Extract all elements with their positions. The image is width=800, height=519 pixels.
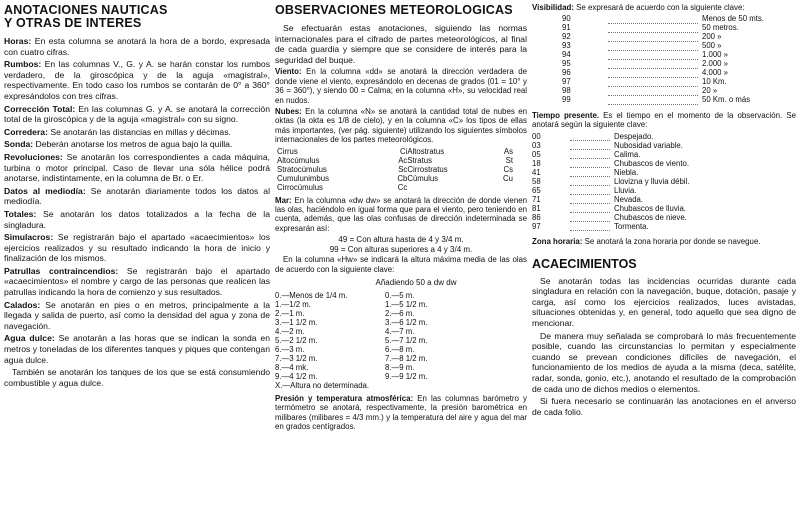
- meteo-intro: Se efectuarán estas anotaciones, siguiendo las normas internacionales para el cifrado de partes meteorológicos, al final de cada guardia y siempre que se considere de interés para la seguridad del buque.: [275, 23, 527, 65]
- leader-dots: [608, 32, 698, 41]
- visibility-row: [562, 14, 764, 23]
- visibility-code: 92: [562, 32, 571, 42]
- column-nautical-notes: [4, 0, 270, 390]
- nautical-para: [4, 209, 270, 230]
- section-title-events: ACAECIMIENTOS: [532, 256, 637, 271]
- para-text: Se registrarán bajo el apartado «acaecimientos» el nombre y cargo de las personas que realicen las patrullas indicando la hora de comienzo y sus resultados.: [4, 265, 271, 298]
- visibility-row: [562, 50, 764, 59]
- visibility-value: 4.000 »: [702, 68, 729, 78]
- cloud-cell: Ci: [399, 146, 408, 156]
- wave-cell: 0.—5 m.: [385, 291, 415, 301]
- para-key: Corrección Total:: [4, 103, 76, 114]
- column-meteorological: [275, 0, 527, 434]
- cloud-cell: Cu: [503, 173, 513, 183]
- leader-dots: [608, 86, 698, 95]
- leader-dots: [608, 77, 698, 86]
- visibility-value: 50 Km. o más: [702, 95, 751, 105]
- cloud-cell: Cs: [503, 164, 513, 174]
- events-para-3: Si fuera necesario se continuarán las anotaciones en el anverso de cada folio.: [532, 396, 796, 417]
- leader-dots: [570, 195, 610, 204]
- cloud-row: [277, 156, 513, 165]
- para-text: Se anotarán diariamente todos los datos al mediodía.: [4, 185, 270, 207]
- cloud-row: [277, 183, 513, 192]
- para-key: Totales:: [4, 208, 37, 219]
- sea-equation-99: 99 = Con alturas superiores a 4 y 3/4 m.: [329, 245, 473, 255]
- leader-dots: [570, 150, 610, 159]
- weather-code: 97: [532, 221, 541, 231]
- visibility-code: 96: [562, 68, 571, 78]
- cloud-row: [277, 147, 513, 156]
- cloud-cell: Ac: [398, 155, 408, 165]
- wave-row: [275, 336, 495, 345]
- para-key: Calados:: [4, 299, 41, 310]
- para-text: Se anotarán en pies o en metros, principalmente a la llegada y salida de puerto, así como la densidad del agua y zona de navegación.: [4, 299, 270, 331]
- nautical-para: [4, 152, 270, 184]
- wave-row: [275, 291, 495, 300]
- para-text: Se anotarán a las horas que se indican la sonda en metros y toneladas de los diferentes tanques y piques que contengan agua dulce.: [4, 333, 270, 365]
- visibility-row: [562, 68, 764, 77]
- leader-dots: [608, 14, 698, 23]
- visibility-value: 1.000 »: [702, 50, 729, 60]
- cloud-row: [277, 174, 513, 183]
- weather-desc: Despejado.: [614, 131, 654, 141]
- weather-row: [532, 168, 689, 177]
- sea-equation-49: 49 = Con altura hasta de 4 y 3/4 m.: [338, 235, 464, 245]
- visibility-code: 91: [562, 23, 571, 33]
- para-nubes: Nubes: En la columna «N» se anotará la cantidad total de nubes en oktas (la okta es 1/8 de cielo), y en la columna «C» los tipos de ellas más importantes, (ver pág. siguiente) utilizando los siguientes símbolos internacionales de los partes meteorológicos.: [275, 107, 527, 145]
- wave-cell: 4.—7 m.: [385, 327, 415, 337]
- weather-code: 03: [532, 140, 541, 150]
- para-key: Horas:: [4, 36, 32, 46]
- para-key: Revoluciones:: [4, 151, 63, 162]
- nautical-para: [4, 59, 270, 101]
- wave-cell: 0.—Menos de 1/4 m.: [275, 291, 348, 301]
- para-mar: Mar: En la columna «dw dw» se anotará la dirección de donde vienen las olas, haciéndolo en igual forma que para el viento, pero teniendo en cuenta, además, que las olas confusas de dirección indeterminada se expresarán así:: [275, 195, 527, 233]
- nautical-para: [4, 232, 270, 264]
- leader-dots: [570, 204, 610, 213]
- visibility-code: 90: [562, 14, 571, 24]
- visibility-value: 200 »: [702, 32, 722, 42]
- visibility-row: [562, 59, 764, 68]
- cloud-cell: Cúmulus: [407, 173, 439, 183]
- visibility-code: 95: [562, 59, 571, 69]
- para-key: Agua dulce:: [4, 333, 55, 344]
- para-key: Sonda:: [4, 139, 34, 150]
- visibility-code: 99: [562, 95, 571, 105]
- wave-row: [275, 300, 495, 309]
- weather-code: 58: [532, 176, 541, 186]
- leader-dots: [608, 23, 698, 32]
- weather-desc: Chubascos de viento.: [614, 158, 689, 168]
- events-para-1: Se anotarán todas las incidencias ocurridas durante cada singladura en relación con la navegación, buque, dotación, pasaje y carga, así como los ejercicios realizados, luces avistadas, situaciones obtenidas y, en general, todo aquello que sea digno de mencionar.: [532, 275, 796, 328]
- events-para-2: De manera muy señalada se comprobará lo más frecuentemente posible, cuando las circunstancias lo permitan y especialmente cuando se prevean condiciones difíciles de navegación, el funcionamiento de los medios de ayuda a la misma (deca, satélite, radar, sonda, gonio, etc.), anotando el resultado de la comprobación de cada uno de dichos medios o elementos.: [532, 330, 796, 394]
- visibility-code-table: [562, 14, 764, 105]
- leader-dots: [570, 132, 610, 141]
- wave-row: [275, 354, 495, 363]
- leader-dots: [608, 41, 698, 50]
- weather-code: 05: [532, 149, 541, 159]
- wave-cell: 8.—9 m.: [385, 363, 415, 373]
- visibility-row: [562, 77, 764, 86]
- nautical-para: [4, 127, 270, 138]
- leader-dots: [608, 68, 698, 77]
- para-viento: Viento: En la columna «dd» se anotará la dirección verdadera de donde viene el viento, expresándolo en decenas de grados (01 = 10° y 36 = 360°), y siendo 00 = Calma; en la columna «H», su velocidad real en nudos.: [275, 67, 527, 105]
- para-key: Patrullas contraincendios:: [4, 265, 119, 276]
- nautical-para: [4, 300, 270, 332]
- para-text: También se anotarán los tanques de los que se está consumiendo combustible y agua dulce.: [4, 367, 270, 388]
- weather-row: [532, 222, 689, 231]
- para-visibilidad: Visibilidad: Se expresará de acuerdo con la siguiente clave:: [532, 3, 745, 12]
- para-text: Deberán anotarse los metros de agua bajo la quilla.: [33, 139, 233, 150]
- cloud-cell: Cb: [397, 173, 408, 183]
- wave-cell: 9.—4 1/2 m.: [275, 372, 318, 382]
- wave-cell: [385, 381, 495, 390]
- wave-cell: 7.—8 1/2 m.: [385, 354, 428, 364]
- weather-code: 71: [532, 194, 541, 204]
- cloud-cell: Cirrus: [277, 146, 298, 156]
- leader-dots: [570, 168, 610, 177]
- visibility-value: 500 »: [702, 41, 722, 51]
- leader-dots: [570, 177, 610, 186]
- visibility-value: Menos de 50 mts.: [702, 14, 764, 24]
- weather-desc: Niebla.: [614, 167, 639, 177]
- leader-dots: [570, 159, 610, 168]
- cloud-cell: Cirrostratus: [407, 164, 448, 174]
- weather-code: 86: [532, 212, 541, 222]
- cloud-cell: [407, 183, 492, 192]
- nautical-para: [4, 139, 270, 150]
- nautical-para: [4, 36, 270, 57]
- wave-cell: 6.—3 m.: [275, 345, 305, 355]
- visibility-row: [562, 23, 764, 32]
- weather-row: [532, 132, 689, 141]
- wave-cell: 2.—1 m.: [275, 309, 305, 319]
- nautical-para: [4, 266, 270, 298]
- para-key: Corredera:: [4, 126, 48, 137]
- cloud-cell: As: [503, 146, 513, 156]
- column-visibility-events: [532, 0, 796, 419]
- wave-row: [275, 318, 495, 327]
- wave-cell: 2.—6 m.: [385, 309, 415, 319]
- cloud-cell: Cc: [397, 182, 408, 192]
- para-tiempo-presente: Tiempo presente. Es el tiempo en el momento de la observación. Se anotará según la siguiente clave:: [532, 110, 796, 130]
- nautical-para: [4, 367, 270, 388]
- cloud-cell: Altostratus: [407, 146, 445, 156]
- visibility-value: 50 metros.: [702, 23, 739, 33]
- para-text: Se anotarán los correspondientes a cada máquina, turbina o motor principal. Caso de llevar una sóla hélice podrá anotarse, indistintamente, en la columna de Br. o Er.: [4, 151, 270, 184]
- weather-row: [532, 195, 689, 204]
- wave-cell: 8.—4 mk.: [275, 363, 309, 373]
- cloud-cell: Sc: [398, 164, 408, 174]
- cloud-cell: Altocúmulus: [277, 155, 320, 165]
- section-title-nautical: ANOTACIONES NAUTICAS Y OTRAS DE INTERES: [4, 3, 168, 30]
- weather-desc: Lluvia.: [614, 185, 637, 195]
- wave-row: [275, 372, 495, 381]
- leader-dots: [570, 213, 610, 222]
- wave-cell: 7.—3 1/2 m.: [275, 354, 318, 364]
- weather-row: [532, 186, 689, 195]
- cloud-cell: Stratus: [407, 155, 433, 165]
- cloud-cell: Cumulunimbus: [277, 173, 330, 183]
- weather-row: [532, 159, 689, 168]
- visibility-value: 10 Km.: [702, 77, 727, 87]
- leader-dots: [570, 141, 610, 150]
- para-key: Simulacros:: [4, 232, 54, 243]
- weather-desc: Nubosidad variable.: [614, 140, 683, 150]
- cloud-symbols-table: [277, 147, 513, 192]
- visibility-code: 93: [562, 41, 571, 51]
- visibility-value: 2.000 »: [702, 59, 729, 69]
- wave-cell: 5.—7 1/2 m.: [385, 336, 428, 346]
- weather-row: [532, 177, 689, 186]
- para-text: En esta columna se anotará la hora de a bordo, expresada con cuatro cifras.: [4, 36, 270, 57]
- wave-cell: 3.—6 1/2 m.: [385, 318, 428, 328]
- cloud-row: [277, 165, 513, 174]
- visibility-code: 94: [562, 50, 571, 60]
- visibility-row: [562, 86, 764, 95]
- visibility-code: 97: [562, 77, 571, 87]
- para-key: Rumbos:: [4, 59, 42, 70]
- visibility-code: 98: [562, 86, 571, 96]
- para-text: Se registrarán bajo el apartado «acaecimientos» los ejercicios realizados y su resultado indicando la hora de inicio y finalización de los mismos.: [4, 232, 270, 264]
- weather-code: 81: [532, 203, 541, 213]
- wave-row: [275, 327, 495, 336]
- visibility-row: [562, 41, 764, 50]
- wave-cell: 3.—1 1/2 m.: [275, 318, 318, 328]
- para-presion: Presión y temperatura atmosférica: En las columnas barómetro y termómetro se anotará, respectivamente, la presión barométrica en milibares (milibares = 4/3 mm.) y la temperatura del aire y agua del mar en grados centígrados.: [275, 394, 527, 432]
- wave-cell: 1.—5 1/2 m.: [385, 300, 428, 310]
- wave-row: [275, 309, 495, 318]
- weather-code-table: [532, 132, 689, 232]
- cloud-cell: Cirrocúmulus: [277, 182, 323, 192]
- weather-row: [532, 141, 689, 150]
- wave-cell: 5.—2 1/2 m.: [275, 336, 318, 346]
- weather-desc: Tormenta.: [614, 221, 649, 231]
- weather-code: 00: [532, 131, 541, 141]
- weather-desc: Chubascos de nieve.: [614, 212, 687, 222]
- wave-table-heading: Añadiendo 50 a dw dw: [375, 278, 457, 288]
- weather-desc: Chubascos de lluvia.: [614, 203, 686, 213]
- leader-dots: [608, 50, 698, 59]
- nautical-para: [4, 186, 270, 207]
- wave-cell: 1.—1/2 m.: [275, 300, 311, 310]
- cloud-cell: Stratocúmulus: [277, 164, 327, 174]
- wave-row: [275, 381, 495, 390]
- para-text: En las columnas G. y A. se anotará la corrección total de la giroscópica y de la aguja «magistral» con su signo.: [4, 103, 270, 125]
- wave-row: [275, 363, 495, 372]
- para-key: Datos al mediodía:: [4, 185, 86, 196]
- weather-code: 41: [532, 167, 541, 177]
- para-text: Se anotarán las distancias en millas y décimas.: [47, 126, 231, 137]
- cloud-cell: St: [505, 155, 513, 165]
- weather-desc: Llovizna y lluvia débil.: [614, 176, 690, 186]
- nautical-para: [4, 333, 270, 365]
- cloud-cell: [492, 183, 513, 192]
- section-title-meteorological: OBSERVACIONES METEOROLOGICAS: [275, 3, 513, 17]
- para-text: Se anotarán los datos totalizados a la fecha de la singladura.: [4, 208, 270, 230]
- weather-desc: Nevada.: [614, 194, 644, 204]
- wave-cell: X.—Altura no determinada.: [275, 381, 370, 391]
- weather-code: 65: [532, 185, 541, 195]
- nautical-para: [4, 104, 270, 125]
- wave-cell: 9.—9 1/2 m.: [385, 372, 428, 382]
- wave-height-table: [275, 291, 495, 390]
- visibility-value: 20 »: [702, 86, 718, 96]
- wave-cell: 6.—8 m.: [385, 345, 415, 355]
- leader-dots: [608, 59, 698, 68]
- weather-code: 18: [532, 158, 541, 168]
- visibility-row: [562, 32, 764, 41]
- weather-row: [532, 150, 689, 159]
- wave-cell: 4.—2 m.: [275, 327, 305, 337]
- para-hw: En la columna «Hw» se indicará la altura máxima media de las olas de acuerdo con la siguiente clave:: [275, 255, 527, 274]
- leader-dots: [570, 222, 610, 231]
- leader-dots: [608, 95, 698, 104]
- visibility-row: [562, 95, 764, 104]
- nautical-paragraphs: [4, 36, 270, 388]
- para-text: En las columnas V., G. y A. se harán constar los rumbos verdadero, de la giroscópica y de la aguja «magistral», respectivamente. En todo caso los rumbos se contarán de 0° a 360° expresándolos con tres cifras.: [4, 59, 270, 101]
- leader-dots: [570, 186, 610, 195]
- weather-row: [532, 213, 689, 222]
- weather-row: [532, 204, 689, 213]
- para-zona-horaria: Zona horaria: Se anotará la zona horaria por donde se navegue.: [532, 237, 761, 247]
- wave-row: [275, 345, 495, 354]
- weather-desc: Calima.: [614, 149, 641, 159]
